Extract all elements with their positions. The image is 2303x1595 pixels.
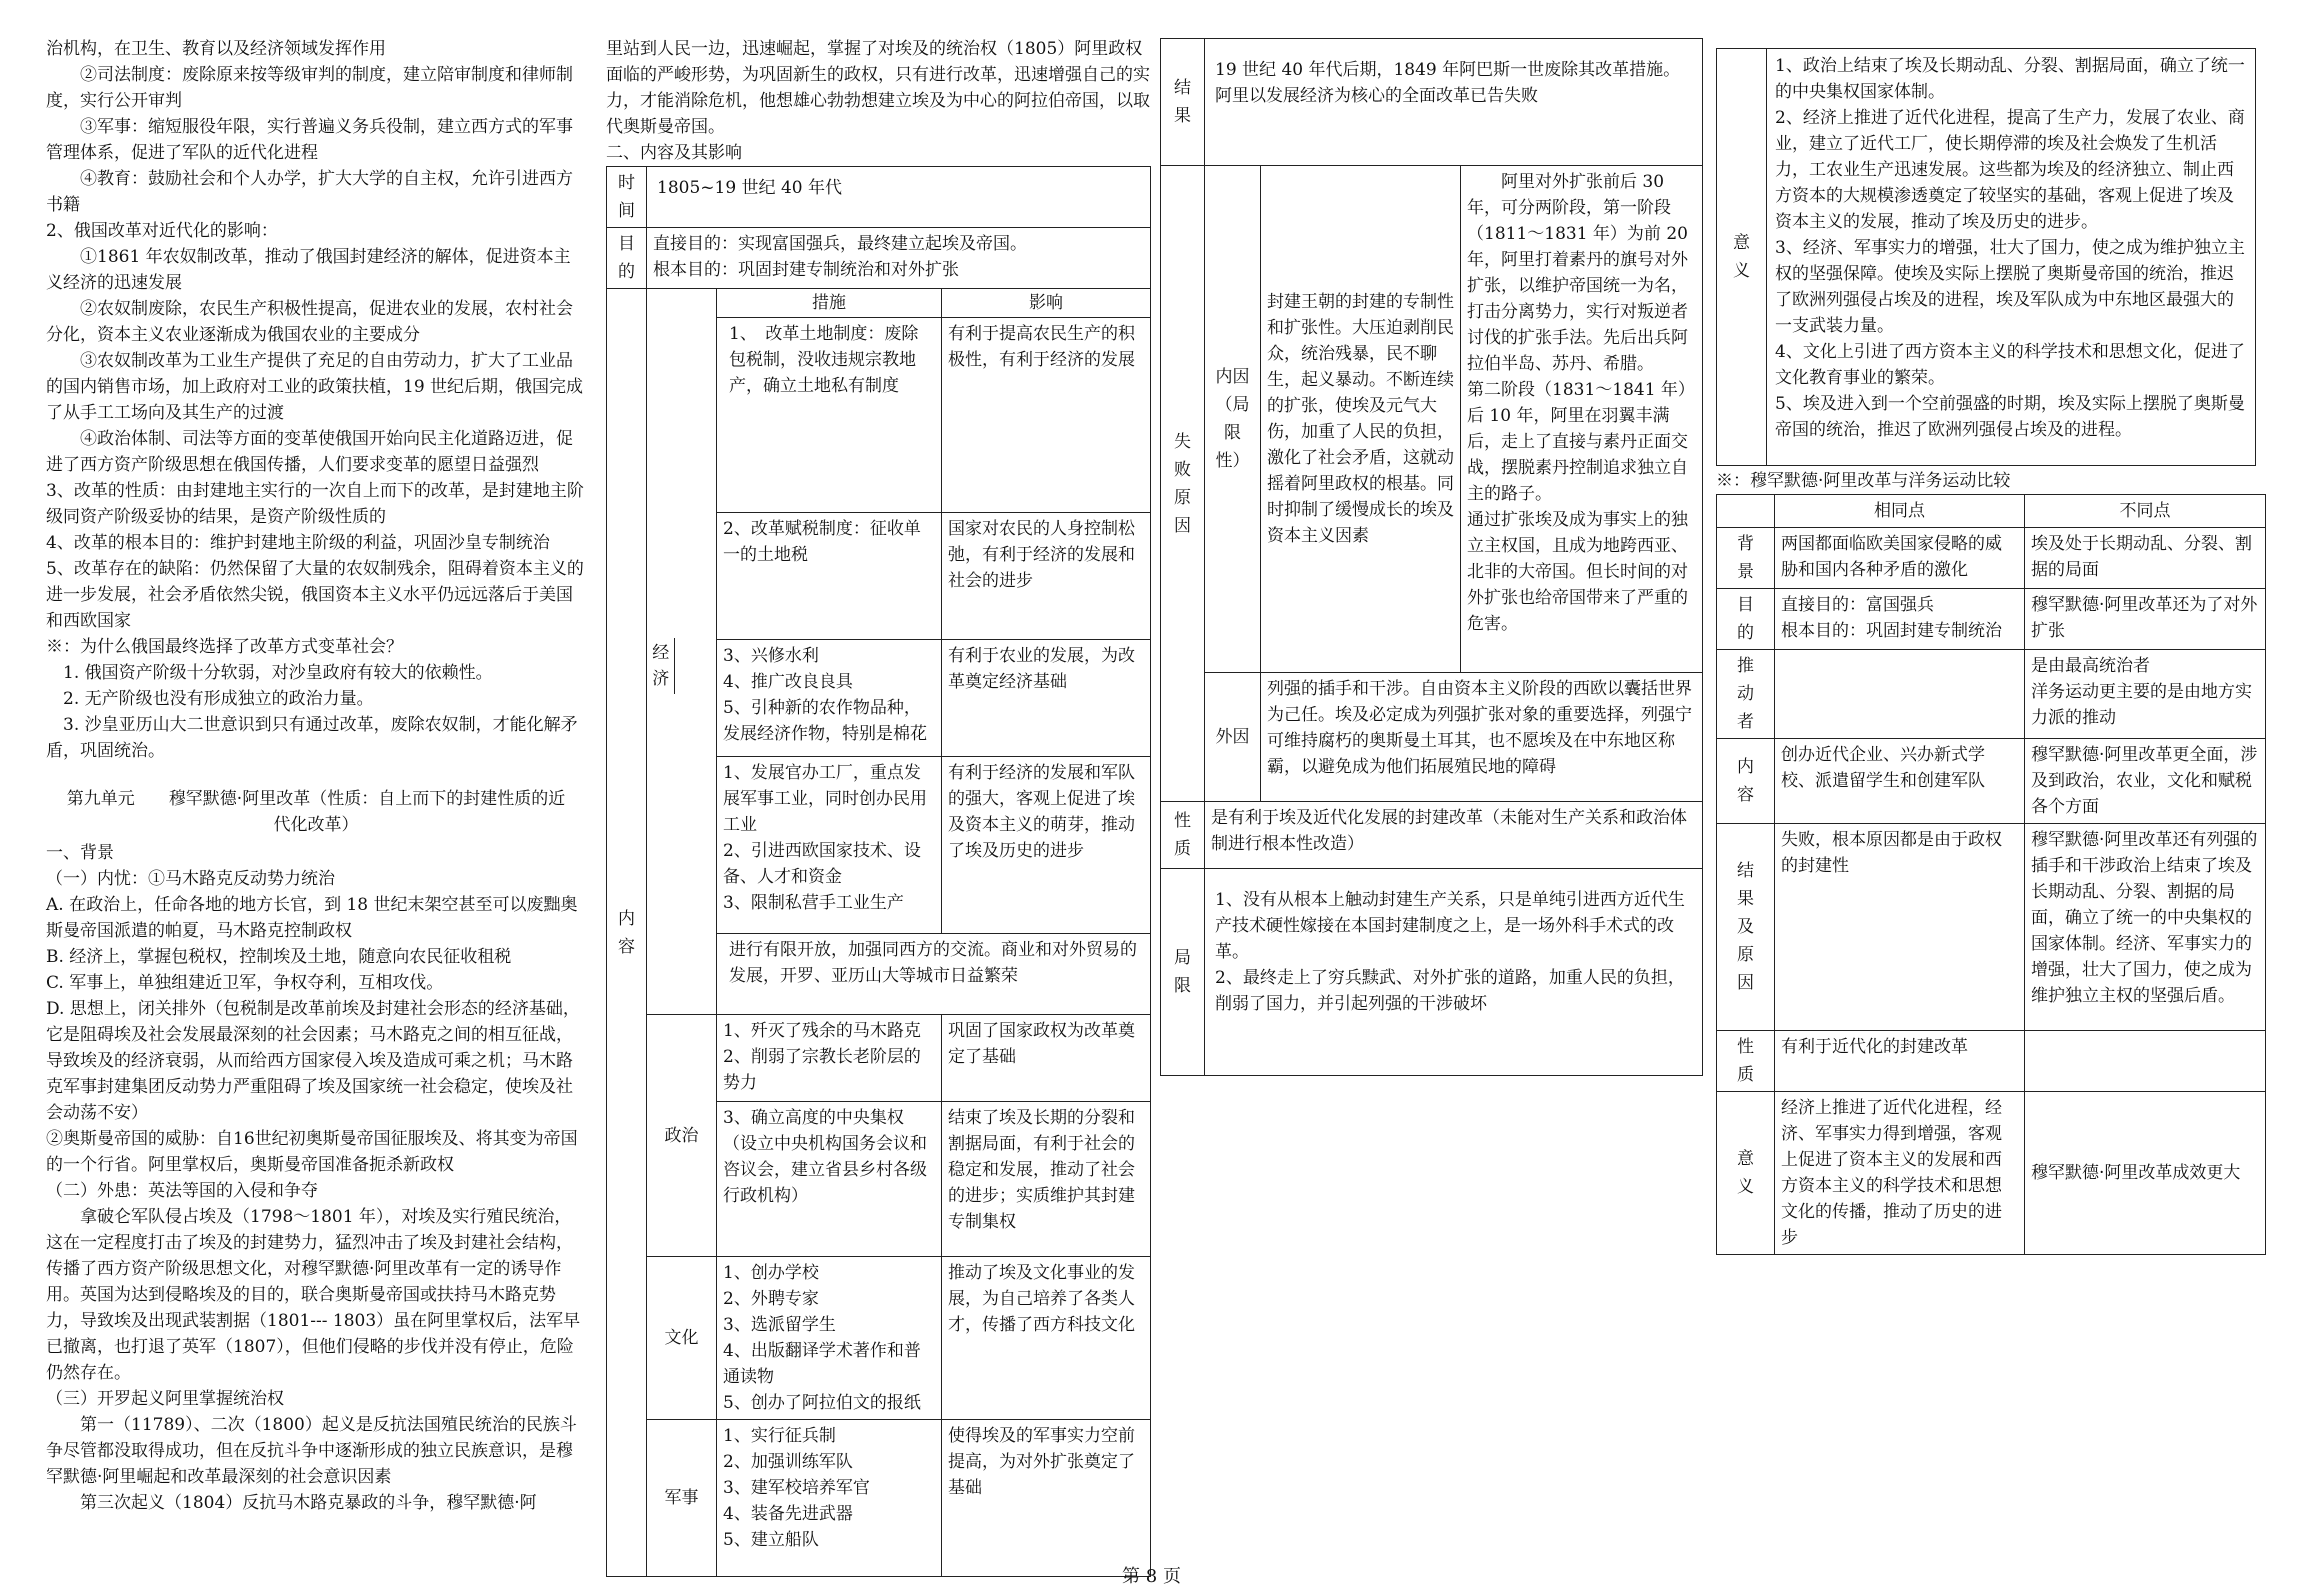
compare-diff: 穆罕默德·阿里改革成效更大	[2025, 1092, 2266, 1255]
unit-title: 第九单元 穆罕默德·阿里改革（性质：自上而下的封建性质的近代化改革）	[66, 789, 566, 835]
compare-row	[1717, 739, 2266, 824]
text-line: ④教育：鼓励社会和个人办学，扩大大学的自主权，允许引进西方书籍	[46, 169, 573, 215]
text-line: ②司法制度：废除原来按等级审判的制度，建立陪审制度和律师制度，实行公开审判	[46, 65, 573, 111]
time-label: 时间	[607, 167, 647, 228]
text-line: 第一（11789）、二次（1800）起义是反抗法国殖民统治的民族斗争尽管都没取得成功，但在反抗斗争中逐渐形成的独立民族意识，是穆罕默德·阿里崛起和改革最深刻的社会意识因素	[46, 1415, 577, 1487]
text-line: 3、改革的性质：由封建地主实行的一次自上而下的改革，是封建地主阶级同资产阶级妥协的结果，是资产阶级性质的	[46, 481, 584, 527]
internal-a: 封建王朝的封建的专制性和扩张性。大压迫剥削民众，统治残暴，民不聊生，起义暴动。不断连续的扩张，使埃及元气大伤，加重了人民的负担，激化了社会矛盾，这就动摇着阿里政权的根基。同时抑制了缓慢成长的埃及资本主义因素	[1261, 166, 1461, 673]
culture-measure: 1、创办学校 2、外聘专家 3、选派留学生 4、出版翻译学术著作和普通读物 5、创办了阿拉伯文的报纸	[717, 1257, 942, 1420]
meaning-label: 意义	[1717, 49, 1767, 466]
agri-impact: 有利于提高农民生产的积极性，有利于经济的发展	[942, 318, 1151, 513]
agri-row-1	[607, 318, 1151, 513]
compare-row	[1717, 1031, 2266, 1092]
header-measures: 措施	[717, 289, 942, 318]
compare-same: 经济上推进了近代化进程，经济、军事实力得到增强，客观上促进了资本主义的发展和西方资本主义的科学技术和思想文化的传播，推动了历史的进步	[1775, 1092, 2025, 1255]
compare-diff: 穆罕默德·阿里改革还为了对外扩张	[2025, 589, 2266, 650]
politics-row-1	[607, 1015, 1151, 1102]
nature-row	[1161, 802, 1703, 869]
column-4	[1716, 48, 2264, 1255]
compare-key: 意义	[1717, 1092, 1775, 1255]
culture-row	[607, 1257, 1151, 1420]
internal-row	[1161, 166, 1703, 673]
text-line: B. 经济上，掌握包税权，控制埃及土地，随意向农民征收租税	[46, 947, 512, 967]
compare-key: 内容	[1717, 739, 1775, 824]
compare-diff	[2025, 1031, 2266, 1092]
econ-label: 经济	[647, 638, 675, 694]
compare-diff: 埃及处于长期动乱、分裂、割据的局面	[2025, 528, 2266, 589]
column-1	[46, 36, 586, 1516]
compare-same: 直接目的：富国强兵 根本目的：巩固封建专制统治	[1775, 589, 2025, 650]
compare-key: 性质	[1717, 1031, 1775, 1092]
nature-label: 性质	[1161, 802, 1205, 869]
compare-row	[1717, 824, 2266, 1031]
compare-same: 有利于近代化的封建改革	[1775, 1031, 2025, 1092]
text-line: A. 在政治上，任命各地的地方长官，到 18 世纪末架空甚至可以废黜奥斯曼帝国派遣的帕夏，马木路克控制政权	[46, 895, 578, 941]
external-row	[1161, 673, 1703, 802]
text-line: ②奥斯曼帝国的威胁：自16世纪初奥斯曼帝国征服埃及、将其变为帝国的一个行省。阿里掌权后，奥斯曼帝国准备扼杀新政权	[46, 1129, 578, 1175]
text-line: D. 思想上，闭关排外（包税制是改革前埃及封建社会形态的经济基础，它是阻碍埃及社会发展最深刻的社会因素；马木路克之间的相互征战，导致埃及的经济衰弱，从而给西方国家侵入埃及造成可乘之机；马木路克军事封建集团反动势力严重阻碍了埃及国家统一社会稳定，使埃及社会动荡不安）	[46, 999, 580, 1123]
politics-measure: 1、歼灭了残余的马木路克 2、削弱了宗教长老阶层的势力	[717, 1015, 942, 1102]
result-table	[1160, 38, 1703, 1076]
meaning-text: 1、政治上结束了埃及长期动乱、分裂、割据局面，确立了统一的中央集权国家体制。 2、经济上推进了近代化进程，提高了生产力，发展了农业、商业，建立了近代工厂，使长期停滞的埃及社会焕发了生机活力，工农业生产迅速发展。这些都为埃及的经济独立、制止西方资本的大规模渗透奠定了较坚实的基础，客观上促进了埃及资本主义的发展，推动了埃及历史的进步。 3、经济、军事实力的增强，壮大了国力，使之成为维护独立主权的坚强保障。使埃及实际上摆脱了奥斯曼帝国的统治，推迟了欧洲列强侵占埃及的进程，埃及军队成为中东地区最强大的一支武装力量。 4、文化上引进了西方资本主义的科学技术和思想文化，促进了文化教育事业的繁荣。 5、埃及进入到一个空前强盛的时期，埃及实际上摆脱了奥斯曼帝国的统治，推迟了欧洲列强侵占埃及的进程。	[1767, 49, 2256, 466]
politics-measure: 3、确立高度的中央集权 （设立中央机构国务会议和咨议会，建立省县乡村各级行政机构）	[717, 1102, 942, 1257]
politics-impact: 结束了埃及长期的分裂和割据局面，有利于社会的稳定和发展，推动了社会的进步；实质维护其封建专制集权	[942, 1102, 1151, 1257]
text-line: ①1861 年农奴制改革，推动了俄国封建经济的解体，促进资本主义经济的迅速发展	[46, 247, 571, 293]
compare-same: 失败，根本原因都是由于政权的封建性	[1775, 824, 2025, 1031]
compare-table	[1716, 494, 2266, 1255]
text-line: 一、背景	[46, 843, 114, 863]
text-line: ④政治体制、司法等方面的变革使俄国开始向民主化道路迈进，促进了西方资产阶级思想在俄国传播，人们要求变革的愿望日益强烈	[46, 429, 573, 475]
result-row	[1161, 39, 1703, 166]
military-measure: 1、实行征兵制 2、加强训练军队 3、建军校培养军官 4、装备先进武器 5、建立船队	[717, 1420, 942, 1577]
military-impact: 使得埃及的军事实力空前提高，为对外扩张奠定了基础	[942, 1420, 1151, 1577]
text-line: ※：为什么俄国最终选择了改革方式变革社会？	[46, 637, 403, 657]
text-line: （二）外患：英法等国的入侵和争夺	[46, 1181, 318, 1201]
header-diff: 不同点	[2025, 495, 2266, 528]
compare-same: 两国都面临欧美国家侵略的威胁和国内各种矛盾的激化	[1775, 528, 2025, 589]
section-heading: 二、内容及其影响	[606, 143, 742, 163]
text-line: 3. 沙皇亚历山大二世意识到只有通过改革，废除农奴制，才能化解矛盾，巩固统治。	[46, 715, 578, 761]
culture-label: 文化	[647, 1257, 717, 1420]
agri-measure: 2、改革赋税制度：征收单一的土地税	[717, 513, 942, 640]
politics-label: 政治	[647, 1015, 717, 1257]
compare-key: 背景	[1717, 528, 1775, 589]
compare-header-row	[1717, 495, 2266, 528]
text-line: 4、改革的根本目的：维护封建地主阶级的利益，巩固沙皇专制统治	[46, 533, 550, 553]
external-text: 列强的插手和干涉。自由资本主义阶段的西欧以囊括世界为己任。埃及必定成为列强扩张对象的重要选择，列强宁可维持腐朽的奥斯曼土耳其，也不愿埃及在中东地区称霸，以避免成为他们拓展殖民地的障碍	[1261, 673, 1703, 802]
col1-text-block	[46, 36, 586, 764]
culture-impact: 推动了埃及文化事业的发展，为自己培养了各类人才，传播了西方科技文化	[942, 1257, 1151, 1420]
compare-key: 推动者	[1717, 650, 1775, 739]
goal-value: 直接目的：实现富国强兵，最终建立起埃及帝国。 根本目的：巩固封建专制统治和对外扩张	[647, 228, 1151, 289]
text-line: 治机构，在卫生、教育以及经济领域发挥作用	[46, 39, 386, 59]
reform-content-table	[606, 166, 1151, 1577]
page-number: 第 8 页	[1122, 1566, 1181, 1587]
limit-row	[1161, 869, 1703, 1076]
compare-row	[1717, 528, 2266, 589]
compare-row	[1717, 1092, 2266, 1255]
agri-measure: 1、 改革土地制度：废除包税制，没收违规宗教地产，确立土地私有制度	[717, 318, 942, 513]
text-line: 拿破仑军队侵占埃及（1798～1801 年），对埃及实行殖民统治，这在一定程度打击了埃及的封建势力，猛烈冲击了埃及封建社会结构，传播了西方资产阶级思想文化，对穆罕默德·阿里改革有一定的诱导作用。英国为达到侵略埃及的目的，联合奥斯曼帝国或扶持马木路克势力，导致埃及出现武装割据（1801--- 1803）虽在阿里掌权后，法军早已撤离，也打退了英军（1807），但他们侵略的步伐并没有停止，危险仍然存在。	[46, 1207, 581, 1383]
commerce-text: 进行有限开放，加强同西方的交流。商业和对外贸易的发展，开罗、亚历山大等城市日益繁荣	[717, 934, 1151, 1015]
compare-same	[1775, 650, 2025, 739]
text-line: ③农奴制改革为工业生产提供了充足的自由劳动力，扩大了工业品的国内销售市场，加上政府对工业的政策扶植，19 世纪后期，俄国完成了从手工工场向及其生产的过渡	[46, 351, 584, 423]
text-line: （三）开罗起义阿里掌握统治权	[46, 1389, 284, 1409]
goal-row	[607, 228, 1151, 289]
text-line: （一）内忧：①马木路克反动势力统治	[46, 869, 335, 889]
table-header-row	[607, 289, 1151, 318]
compare-diff: 是由最高统治者 洋务运动更主要的是由地方实力派的推动	[2025, 650, 2266, 739]
external-label: 外因	[1205, 673, 1261, 802]
text-line: ③军事：缩短服役年限，实行普遍义务兵役制，建立西方式的军事管理体系，促进了军队的近代化进程	[46, 117, 573, 163]
compare-diff: 穆罕默德·阿里改革更全面，涉及到政治，农业，文化和赋税各个方面	[2025, 739, 2266, 824]
compare-key: 目的	[1717, 589, 1775, 650]
nature-text: 是有利于埃及近代化发展的封建改革（未能对生产关系和政治体制进行根本性改造）	[1205, 802, 1703, 869]
politics-impact: 巩固了国家政权为改革奠定了基础	[942, 1015, 1151, 1102]
header-impact: 影响	[942, 289, 1151, 318]
text-line: 2、俄国改革对近代化的影响：	[46, 221, 278, 241]
agri-impact: 有利于农业的发展，为改革奠定经济基础	[942, 640, 1151, 757]
compare-same: 创办近代企业、兴办新式学校、派遣留学生和创建军队	[1775, 739, 2025, 824]
goal-label: 目的	[607, 228, 647, 289]
column-2	[606, 36, 1151, 1577]
compare-key: 结果及原因	[1717, 824, 1775, 1031]
agri-measure: 3、兴修水利 4、推广改良良具 5、引种新的农作物品种，发展经济作物，特别是棉花	[717, 640, 942, 757]
internal-b: 阿里对外扩张前后 30 年，可分两阶段，第一阶段（1811～1831 年）为前 20 年，阿里打着素丹的旗号对外扩张，以维护帝国统一为名，打击分离势力，实行对叛逆者讨伐的扩张手法。先后出兵阿拉伯半岛、苏丹、希腊。 第二阶段（1831～1841 年）后 10 年，阿里在羽翼丰满后，走上了直接与素丹正面交战，摆脱素丹控制追求独立自主的路子。 通过扩张埃及成为事实上的独立主权国，且成为地跨西亚、北非的大帝国。但长时间的对外扩张也给帝国带来了严重的危害。	[1461, 166, 1703, 673]
column-3	[1160, 38, 1703, 1076]
compare-row	[1717, 650, 2266, 739]
text-line: C. 军事上，单独组建近卫军，争权夺利，互相攻伐。	[46, 973, 444, 993]
agri-impact: 国家对农民的人身控制松弛，有利于经济的发展和社会的进步	[942, 513, 1151, 640]
meaning-table	[1716, 48, 2256, 466]
result-text: 19 世纪 40 年代后期，1849 年阿巴斯一世废除其改革措施。阿里以发展经济为核心的全面改革已告失败	[1205, 39, 1703, 166]
industry-impact: 有利于经济的发展和军队的强大，客观上促进了埃及资本主义的萌芽，推动了埃及历史的进步	[942, 757, 1151, 934]
econ-cell	[647, 318, 717, 1015]
header-same: 相同点	[1775, 495, 2025, 528]
military-label: 军事	[647, 1420, 717, 1577]
compare-title: ※：穆罕默德·阿里改革与洋务运动比较	[1716, 471, 2011, 491]
internal-label: 内因（局限性）	[1205, 166, 1261, 673]
text-line: 1. 俄国资产阶级十分软弱，对沙皇政府有较大的依赖性。	[63, 663, 493, 683]
compare-row	[1717, 589, 2266, 650]
text-line: 第三次起义（1804）反抗马木路克暴政的斗争，穆罕默德·阿	[80, 1493, 537, 1513]
industry-measure: 1、发展官办工厂，重点发展军事工业，同时创办民用工业 2、引进西欧国家技术、设备、人才和资金 3、限制私营手工业生产	[717, 757, 942, 934]
meaning-row	[1717, 49, 2256, 466]
compare-diff: 穆罕默德·阿里改革还有列强的插手和干涉政治上结束了埃及长期动乱、分裂、割据的局面，确立了统一的中央集权的国家体制。经济、军事实力的增强，壮大了国力，使之成为维护独立主权的坚强后盾。	[2025, 824, 2266, 1031]
col1-text-block-2	[46, 840, 586, 1516]
result-label: 结果	[1161, 39, 1205, 166]
content-label: 内容	[607, 289, 647, 1577]
limit-label: 局限	[1161, 869, 1205, 1076]
time-value: 1805~19 世纪 40 年代	[647, 167, 1151, 228]
col2-intro: 里站到人民一边，迅速崛起，掌握了对埃及的统治权（1805）阿里政权面临的严峻形势，为巩固新生的政权，只有进行改革，迅速增强自己的实力，才能消除危机，他想雄心勃勃想建立埃及为中心的阿拉伯帝国，以取代奥斯曼帝国。	[606, 39, 1150, 137]
time-row	[607, 167, 1151, 228]
military-row	[607, 1420, 1151, 1577]
limit-text: 1、没有从根本上触动封建生产关系，只是单纯引进西方近代生产技术硬性嫁接在本国封建制度之上，是一场外科手术式的改革。 2、最终走上了穷兵黩武、对外扩张的道路，加重人民的负担，削弱了国力，并引起列强的干涉破坏	[1205, 869, 1703, 1076]
text-line: 5、改革存在的缺陷：仍然保留了大量的农奴制残余，阻碍着资本主义的进一步发展，社会矛盾依然尖锐，俄国资本主义水平仍远远落后于美国和西欧国家	[46, 559, 584, 631]
text-line: ②农奴制废除，农民生产积极性提高，促进农业的发展，农村社会分化，资本主义农业逐渐成为俄国农业的主要成分	[46, 299, 573, 345]
text-line: 2. 无产阶级也没有形成独立的政治力量。	[63, 689, 374, 709]
fail-label: 失败原因	[1161, 166, 1205, 802]
